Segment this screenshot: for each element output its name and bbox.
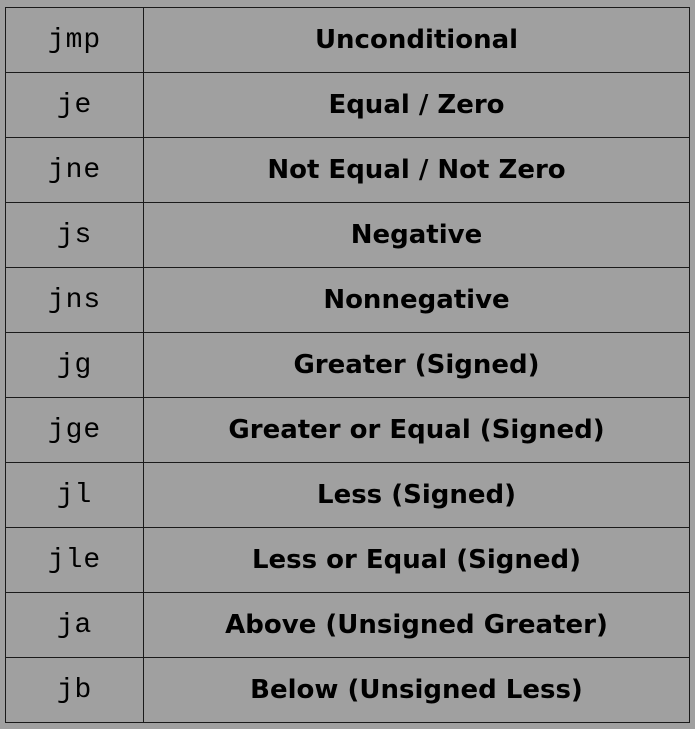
instruction-cell: ja <box>6 593 144 658</box>
description-cell: Below (Unsigned Less) <box>144 658 690 723</box>
instruction-cell: jne <box>6 138 144 203</box>
description-cell: Nonnegative <box>144 268 690 333</box>
table-row <box>6 73 690 138</box>
instruction-cell: jg <box>6 333 144 398</box>
description-cell: Unconditional <box>144 8 690 73</box>
table-row <box>6 528 690 593</box>
table-row <box>6 398 690 463</box>
table-body <box>6 8 690 723</box>
description-cell: Negative <box>144 203 690 268</box>
instruction-cell: js <box>6 203 144 268</box>
jump-instructions-table <box>5 7 690 723</box>
instruction-cell: jge <box>6 398 144 463</box>
instruction-cell: jl <box>6 463 144 528</box>
instruction-cell: je <box>6 73 144 138</box>
description-cell: Not Equal / Not Zero <box>144 138 690 203</box>
table-row <box>6 593 690 658</box>
table-row <box>6 138 690 203</box>
description-cell: Less (Signed) <box>144 463 690 528</box>
description-cell: Greater or Equal (Signed) <box>144 398 690 463</box>
instruction-cell: jb <box>6 658 144 723</box>
instruction-cell: jmp <box>6 8 144 73</box>
table-row <box>6 463 690 528</box>
description-cell: Greater (Signed) <box>144 333 690 398</box>
table-row <box>6 8 690 73</box>
instruction-cell: jns <box>6 268 144 333</box>
table-row <box>6 268 690 333</box>
table-row <box>6 333 690 398</box>
description-cell: Equal / Zero <box>144 73 690 138</box>
table-row <box>6 658 690 723</box>
table-row <box>6 203 690 268</box>
description-cell: Above (Unsigned Greater) <box>144 593 690 658</box>
instruction-cell: jle <box>6 528 144 593</box>
description-cell: Less or Equal (Signed) <box>144 528 690 593</box>
